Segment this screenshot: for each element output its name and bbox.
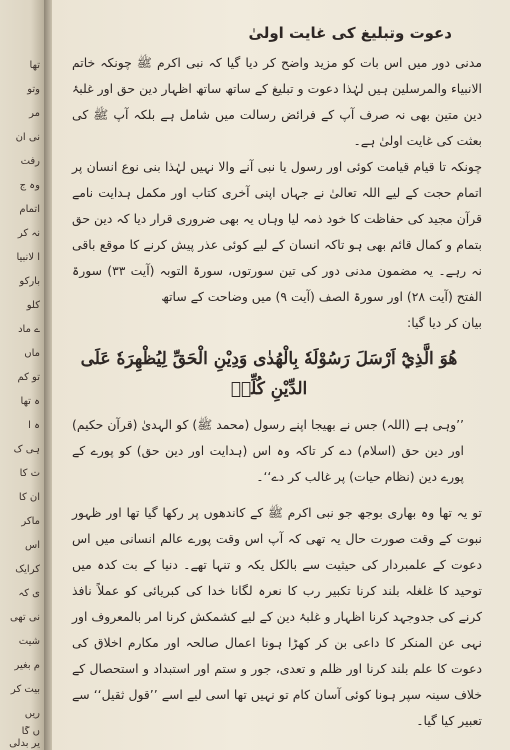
page-content xyxy=(72,10,482,740)
left-fragment: ں گا xyxy=(21,726,40,737)
left-fragment: یر بدلی xyxy=(9,738,40,749)
section-heading: دعوت وتبلیغ کی غایت اولیٰ xyxy=(248,24,452,42)
left-fragment: ماکر xyxy=(21,516,40,527)
left-fragment: بیت کر xyxy=(10,684,40,695)
right-page xyxy=(52,0,510,750)
verse-intro: بیان کر دیا گیا: xyxy=(407,315,482,330)
left-fragment: تو کم xyxy=(17,372,40,383)
left-fragment: وتو xyxy=(27,84,40,95)
left-fragment: رفت xyxy=(20,156,40,167)
paragraph-1: مدنی دور میں اس بات کو مزید واضح کر دیا گیا کہ نبی اکرم ﷺ چونکہ خاتم الانبیاء والمرسلین ہیں لہٰذا دعوت و تبلیغ کے ساتھ ساتھ اظہار دین حق اور غلبۂ دین متین بھی نہ صرف آپ کے فرائض رسالت میں شامل ہے بلکہ آپ ﷺ کی بعثت کی غایت اولیٰ ہے۔ xyxy=(72,55,482,148)
left-fragment: ہ آ xyxy=(28,420,40,431)
left-fragment: ا لانبیا xyxy=(16,252,40,263)
left-fragment: اس xyxy=(25,540,40,551)
paragraph-2: چونکہ تا قیام قیامت کوئی اور رسول یا نبی آنے والا نہیں لہٰذا بنی نوع انسان پر اتمام حجت کے لیے اللہ تعالیٰ نے جہاں اپنی آخری کتاب اور مکمل ہدایت نامے قرآن مجید کی حفاظت کا خود ذمہ لیا وہاں یہ بھی ضروری قرار دیا کہ دین حق بتمام و کمال قائم بھی ہو تاکہ انسان کے لیے کوئی عذر پیش کرنے کا موقع باقی نہ رہے۔ یہ مضمون مدنی دور کی تین سورتوں، سورۃ التوبہ (آیت ۳۳) سورۃ الفتح (آیت ۲۸) اور سورۃ الصف (آیت ۹) میں وضاحت کے ساتھ xyxy=(72,159,482,304)
left-page-edge xyxy=(0,0,44,750)
left-fragment: تھا xyxy=(29,60,40,71)
left-fragment: ت کا xyxy=(19,468,40,479)
left-fragment: وہ ج xyxy=(19,180,40,191)
left-fragment: ے ماد xyxy=(18,324,40,335)
left-fragment: کلو xyxy=(26,300,40,311)
left-fragment: ماں xyxy=(24,348,40,359)
book-gutter xyxy=(44,0,52,750)
left-fragment: ان کا xyxy=(18,492,40,503)
left-fragment: نہ کر xyxy=(17,228,40,239)
paragraph-3: تو یہ تھا وہ بھاری بوجھ جو نبی اکرم ﷺ کے کاندھوں پر رکھا گیا تھا اور ظہور نبوت کے وقت صورت حال یہ تھی کہ آپ اس وقت پورے عالم انسانی میں اس دعوت کے علمبردار کی حیثیت سے بالکل یکہ و تنہا تھے۔ دنیا کے بت کدہ میں توحید کا غلغلہ بلند کرنا تکبیر رب کا نعرہ لگانا خدا کی کبریائی کو عملاً نافذ کرنے کی جدوجہد کرنا اظہار و غلبۂ دین کے لیے کشمکش کرنا امر بالمعروف اور نہی عن المنکر کا داعی بن کر کھڑا ہونا اعمال صالحہ اور مکارم اخلاق کی دعوت کا علم بلند کرنا اور ظلم و تعدی، جور و ستم اور استبداد و استحصال کے خلاف سینہ سپر ہونا کوئی آسان کام تو نہیں تھا اسی لیے اسے ’’قول ثقیل‘‘ سے تعبیر کیا گیا۔ xyxy=(72,505,482,728)
left-fragment: ہ تھا xyxy=(20,396,40,407)
left-fragment: م بغیر xyxy=(14,660,40,671)
left-fragment: اتمام xyxy=(19,204,40,215)
left-fragment: نی ان xyxy=(15,132,40,143)
left-fragment: بارکو xyxy=(19,276,40,287)
verse-translation: ’’وہی ہے (اللہ) جس نے بھیجا اپنے رسول (محمد ﷺ) کو الہدیٰ (قرآن حکیم) اور دین حق (اسلام) دے کر تاکہ وہ اس (ہدایت اور دین حق) کو پورے کے پورے دین (نظام حیات) پر غالب کر دے‘‘۔ xyxy=(72,417,464,484)
left-fragment: ریں xyxy=(24,708,40,719)
left-fragment: کرایک xyxy=(15,564,40,575)
left-fragment: ی کہ xyxy=(18,588,40,599)
left-fragment: نی تھی xyxy=(9,612,40,623)
quran-verse: هُوَ الَّذِيْٓ اَرْسَلَ رَسُوْلَهٗ بِالْهُدٰى وَدِيْنِ الْحَقِّ لِيُظْهِرَهٗ عَلَى الدِّيْنِ كُلِّهٖ xyxy=(80,349,458,399)
left-fragment: ہی ک xyxy=(13,444,40,455)
left-fragment: شیت xyxy=(18,636,40,647)
left-fragment: مر xyxy=(29,108,40,119)
